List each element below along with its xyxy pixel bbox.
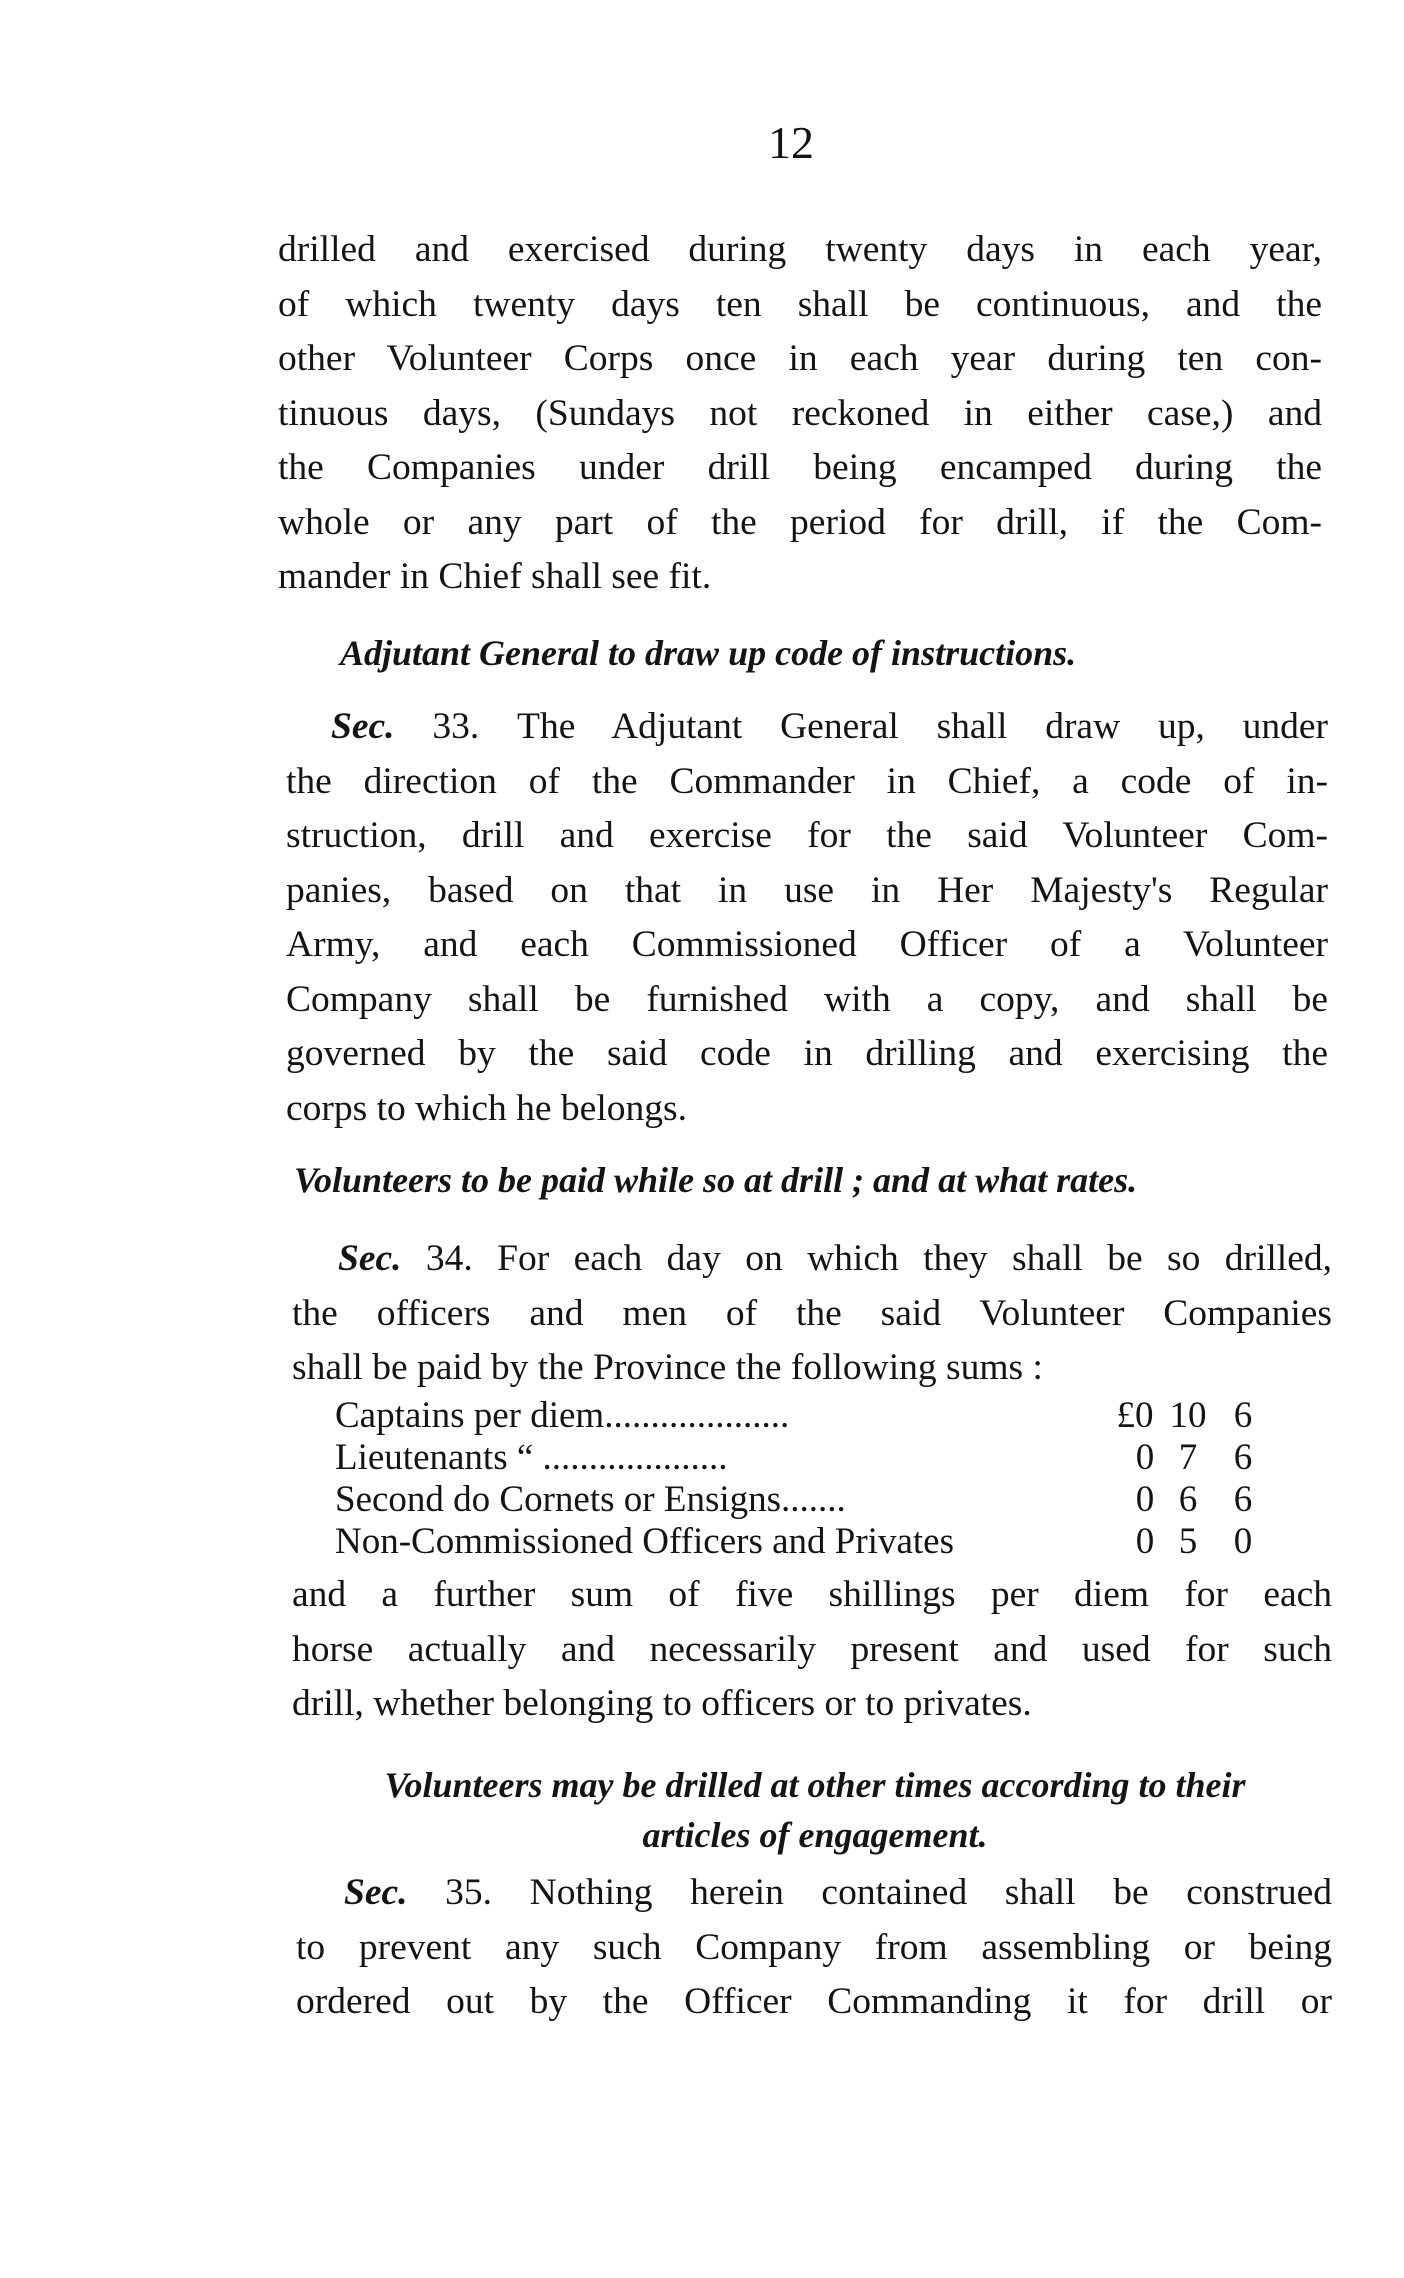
text-line: and a further sum of five shillings per diem for each	[292, 1574, 1332, 1615]
rate-shillings: 7	[1178, 1437, 1198, 1478]
text-line: Army, and each Commissioned Officer of a Volunteer	[286, 924, 1328, 965]
text-line: ordered out by the Officer Commanding it for drill or	[296, 1981, 1332, 2022]
text-line: drill, whether belonging to officers or to privates.	[292, 1683, 1032, 1724]
section-33	[286, 700, 1328, 1136]
rate-pounds: £0	[1116, 1395, 1154, 1436]
text-line: the Companies under drill being encamped during the	[278, 447, 1322, 488]
text-line: whole or any part of the period for drill, if the Com-	[278, 501, 1322, 543]
rate-pence: 0	[1233, 1521, 1253, 1562]
text-line: the direction of the Commander in Chief, a code of in-	[286, 760, 1328, 802]
text-line: tinuous days, (Sundays not reckoned in either case,) and	[278, 392, 1322, 434]
rate-pounds: 0	[1135, 1437, 1155, 1478]
text-line: Company shall be furnished with a copy, and shall be	[286, 978, 1328, 1020]
rate-label: Non-Commissioned Officers and Privates	[335, 1521, 954, 1562]
rate-shillings: 10	[1169, 1395, 1207, 1436]
text-line: drilled and exercised during twenty days in each year,	[278, 229, 1322, 270]
text-line: governed by the said code in drilling and exercising the	[286, 1033, 1328, 1074]
paragraph-continuation	[278, 223, 1322, 605]
rate-label: Lieutenants “ ....................	[335, 1437, 728, 1478]
rate-shillings: 5	[1178, 1521, 1198, 1562]
section-label: Sec.	[344, 1872, 408, 1913]
heading-line: Volunteers may be drilled at other times according to their	[384, 1765, 1246, 1805]
text-line: mander in Chief shall see fit.	[278, 556, 712, 597]
text-line: horse actually and necessarily present and used for such	[292, 1628, 1332, 1670]
rate-pounds: 0	[1135, 1479, 1155, 1520]
text-line-content: For each day on which they shall be so drilled,	[497, 1238, 1332, 1279]
section-heading-34: Volunteers to be paid while so at drill ; and at what rates.	[294, 1160, 1138, 1200]
rate-pounds: 0	[1135, 1521, 1155, 1562]
text-line: panies, based on that in use in Her Majesty's Regular	[286, 869, 1328, 911]
section-label: Sec.	[338, 1238, 402, 1279]
section-number: 35.	[445, 1872, 493, 1913]
text-line	[292, 1232, 1332, 1287]
rate-shillings: 6	[1178, 1479, 1198, 1520]
section-number: 34.	[425, 1238, 473, 1279]
text-line: of which twenty days ten shall be continuous, and the	[278, 283, 1322, 325]
page-number: 12	[768, 117, 814, 168]
text-line: shall be paid by the Province the following sums :	[292, 1347, 1043, 1388]
section-34-continued	[292, 1568, 1332, 1732]
section-number: 33.	[432, 706, 480, 747]
rate-label: Second do Cornets or Ensigns.......	[335, 1479, 846, 1520]
text-line: to prevent any such Company from assembling or being	[296, 1926, 1332, 1968]
text-line: other Volunteer Corps once in each year during ten con-	[278, 338, 1322, 379]
rate-pence: 6	[1233, 1479, 1253, 1520]
text-line-content: The Adjutant General shall draw up, under	[517, 706, 1329, 747]
text-line: the officers and men of the said Volunteer Companies	[292, 1292, 1332, 1334]
rate-pence: 6	[1233, 1395, 1253, 1436]
text-line-content: Nothing herein contained shall be construed	[529, 1872, 1333, 1913]
text-line	[286, 700, 1328, 755]
text-line: corps to which he belongs.	[286, 1087, 687, 1129]
text-line: struction, drill and exercise for the said Volunteer Com-	[286, 815, 1328, 856]
section-heading-33: Adjutant General to draw up code of instructions.	[340, 633, 1077, 673]
section-label: Sec.	[331, 706, 395, 747]
rate-pence: 6	[1233, 1437, 1253, 1478]
heading-line: articles of engagement.	[642, 1815, 988, 1855]
section-34	[292, 1232, 1332, 1396]
section-heading-35	[300, 1760, 1330, 1860]
text-line	[296, 1866, 1332, 1921]
section-35	[296, 1866, 1332, 2030]
rate-label: Captains per diem....................	[335, 1395, 790, 1436]
